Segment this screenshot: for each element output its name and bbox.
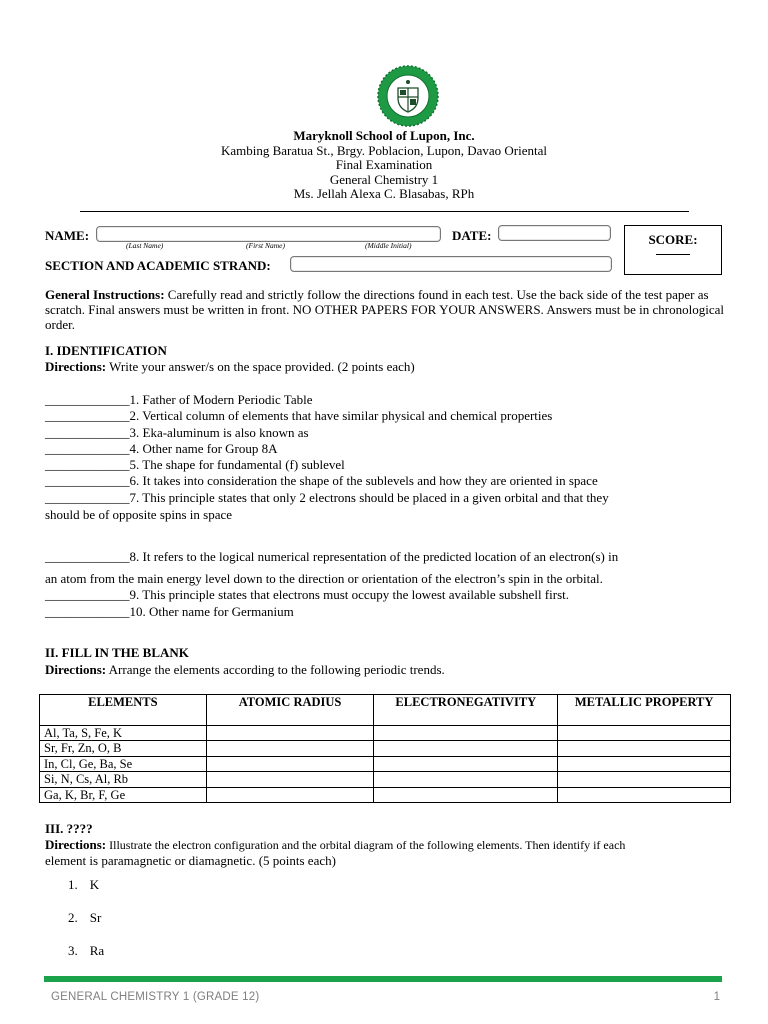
subject-title: General Chemistry 1 bbox=[329, 171, 439, 187]
header-divider bbox=[80, 211, 689, 212]
atomic-radius-cell[interactable] bbox=[206, 756, 374, 771]
atomic-radius-cell[interactable] bbox=[206, 741, 374, 756]
part3-directions-label: Directions: bbox=[45, 837, 107, 852]
score-label: SCORE: bbox=[648, 232, 698, 247]
item-element: K bbox=[89, 877, 100, 892]
elements-cell: Al, Ta, S, Fe, K bbox=[40, 726, 207, 741]
general-instructions-label: General Instructions: bbox=[45, 287, 165, 302]
part3-item-3 bbox=[68, 943, 104, 958]
general-instructions-text: Carefully read and strictly follow the directions found in each test. Use the back side of the test paper as scratch. Final answers must be written in front. NO OTHER PAPERS FOR YOUR ANSWERS. Answers must be in chronological order. bbox=[45, 287, 724, 332]
first-name-caption: (First Name) bbox=[246, 241, 285, 250]
middle-initial-caption: (Middle Initial) bbox=[365, 241, 412, 250]
teacher-name: Ms. Jellah Alexa C. Blasabas, RPh bbox=[293, 186, 475, 201]
part3-directions bbox=[45, 837, 625, 853]
question-8: _____________8. It refers to the logical numerical representation of the predicted location of an electron(s) in bbox=[45, 549, 619, 564]
question-9: _____________9. This principle states that electrons must occupy the lowest available subshell first. bbox=[45, 587, 569, 602]
header-atomic-radius: ATOMIC RADIUS bbox=[206, 695, 374, 726]
table-row bbox=[40, 787, 731, 802]
table-row bbox=[40, 772, 731, 787]
atomic-radius-cell[interactable] bbox=[206, 726, 374, 741]
header-metallic-property: METALLIC PROPERTY bbox=[558, 695, 731, 726]
table-row bbox=[40, 756, 731, 771]
date-label: DATE: bbox=[452, 228, 492, 243]
item-number: 1. bbox=[68, 877, 78, 892]
date-input[interactable] bbox=[498, 225, 611, 241]
school-address: Kambing Baratua St., Brgy. Poblacion, Lupon, Davao Oriental bbox=[220, 142, 548, 158]
metallic-property-cell[interactable] bbox=[558, 726, 731, 741]
header-elements: ELEMENTS bbox=[40, 695, 207, 726]
periodic-trends-table bbox=[39, 694, 731, 803]
name-input[interactable] bbox=[96, 226, 441, 242]
section-label: SECTION AND ACADEMIC STRAND: bbox=[45, 258, 271, 273]
question-7-cont: should be of opposite spins in space bbox=[45, 507, 233, 522]
atomic-radius-cell[interactable] bbox=[206, 787, 374, 802]
electronegativity-cell[interactable] bbox=[374, 756, 558, 771]
elements-cell: In, Cl, Ge, Ba, Se bbox=[40, 756, 207, 771]
part2-directions-text: Arrange the elements according to the following periodic trends. bbox=[106, 662, 445, 677]
electronegativity-cell[interactable] bbox=[374, 772, 558, 787]
exam-title: Final Examination bbox=[335, 157, 433, 172]
part3-item-2 bbox=[68, 910, 101, 925]
part2-directions bbox=[45, 662, 445, 677]
metallic-property-cell[interactable] bbox=[558, 772, 731, 787]
header-electronegativity: ELECTRONEGATIVITY bbox=[374, 695, 558, 726]
name-label: NAME: bbox=[45, 228, 90, 243]
school-header bbox=[0, 129, 768, 202]
last-name-caption: (Last Name) bbox=[126, 241, 164, 250]
question-3: _____________3. Eka-aluminum is also known as bbox=[45, 425, 309, 440]
item-element: Ra bbox=[89, 943, 105, 958]
elements-cell: Si, N, Cs, Al, Rb bbox=[40, 772, 207, 787]
question-8-cont: an atom from the main energy level down to the direction or orientation of the electron’s spin in the orbital. bbox=[45, 571, 603, 586]
school-seal-logo bbox=[376, 64, 440, 128]
table-row bbox=[40, 741, 731, 756]
electronegativity-cell[interactable] bbox=[374, 726, 558, 741]
part1-directions-label: Directions: bbox=[45, 359, 107, 374]
part1-directions-text: Write your answer/s on the space provided. (2 points each) bbox=[106, 359, 415, 374]
page-number: 1 bbox=[713, 991, 720, 1003]
question-6: _____________6. It takes into consideration the shape of the sublevels and how they are oriented in space bbox=[45, 473, 598, 488]
item-number: 2. bbox=[68, 910, 78, 925]
part3-title: III. ???? bbox=[45, 821, 93, 836]
score-blank[interactable] bbox=[656, 254, 690, 255]
table-header-row bbox=[40, 695, 731, 726]
elements-cell: Sr, Fr, Zn, O, B bbox=[40, 741, 207, 756]
elements-cell: Ga, K, Br, F, Ge bbox=[40, 787, 207, 802]
part2-directions-label: Directions: bbox=[45, 662, 107, 677]
question-1: _____________1. Father of Modern Periodic Table bbox=[45, 392, 313, 407]
electronegativity-cell[interactable] bbox=[374, 787, 558, 802]
part3-item-1 bbox=[68, 877, 99, 892]
question-2: _____________2. Vertical column of elements that have similar physical and chemical properties bbox=[45, 408, 553, 423]
item-number: 3. bbox=[68, 943, 78, 958]
metallic-property-cell[interactable] bbox=[558, 741, 731, 756]
metallic-property-cell[interactable] bbox=[558, 756, 731, 771]
part3-directions-line2: element is paramagnetic or diamagnetic. (5 points each) bbox=[45, 853, 336, 868]
metallic-property-cell[interactable] bbox=[558, 787, 731, 802]
school-name: Maryknoll School of Lupon, Inc. bbox=[293, 128, 475, 143]
question-7: _____________7. This principle states that only 2 electrons should be placed in a given orbital and that they bbox=[45, 490, 609, 505]
section-input[interactable] bbox=[290, 256, 612, 272]
question-4: _____________4. Other name for Group 8A bbox=[45, 441, 278, 456]
part2-title: II. FILL IN THE BLANK bbox=[45, 645, 189, 660]
atomic-radius-cell[interactable] bbox=[206, 772, 374, 787]
item-element: Sr bbox=[89, 910, 102, 925]
electronegativity-cell[interactable] bbox=[374, 741, 558, 756]
table-row bbox=[40, 726, 731, 741]
score-box bbox=[624, 225, 722, 275]
question-10: _____________10. Other name for Germanium bbox=[45, 604, 294, 619]
question-5: _____________5. The shape for fundamental (f) sublevel bbox=[45, 457, 345, 472]
general-instructions bbox=[45, 287, 725, 332]
part1-directions bbox=[45, 359, 415, 374]
part3-directions-line1: Illustrate the electron configuration and the orbital diagram of the following elements. Then identify if each bbox=[106, 838, 626, 852]
footer-course-label: GENERAL CHEMISTRY 1 (GRADE 12) bbox=[51, 991, 260, 1003]
footer-bar bbox=[44, 976, 722, 982]
part1-title: I. IDENTIFICATION bbox=[45, 343, 167, 358]
